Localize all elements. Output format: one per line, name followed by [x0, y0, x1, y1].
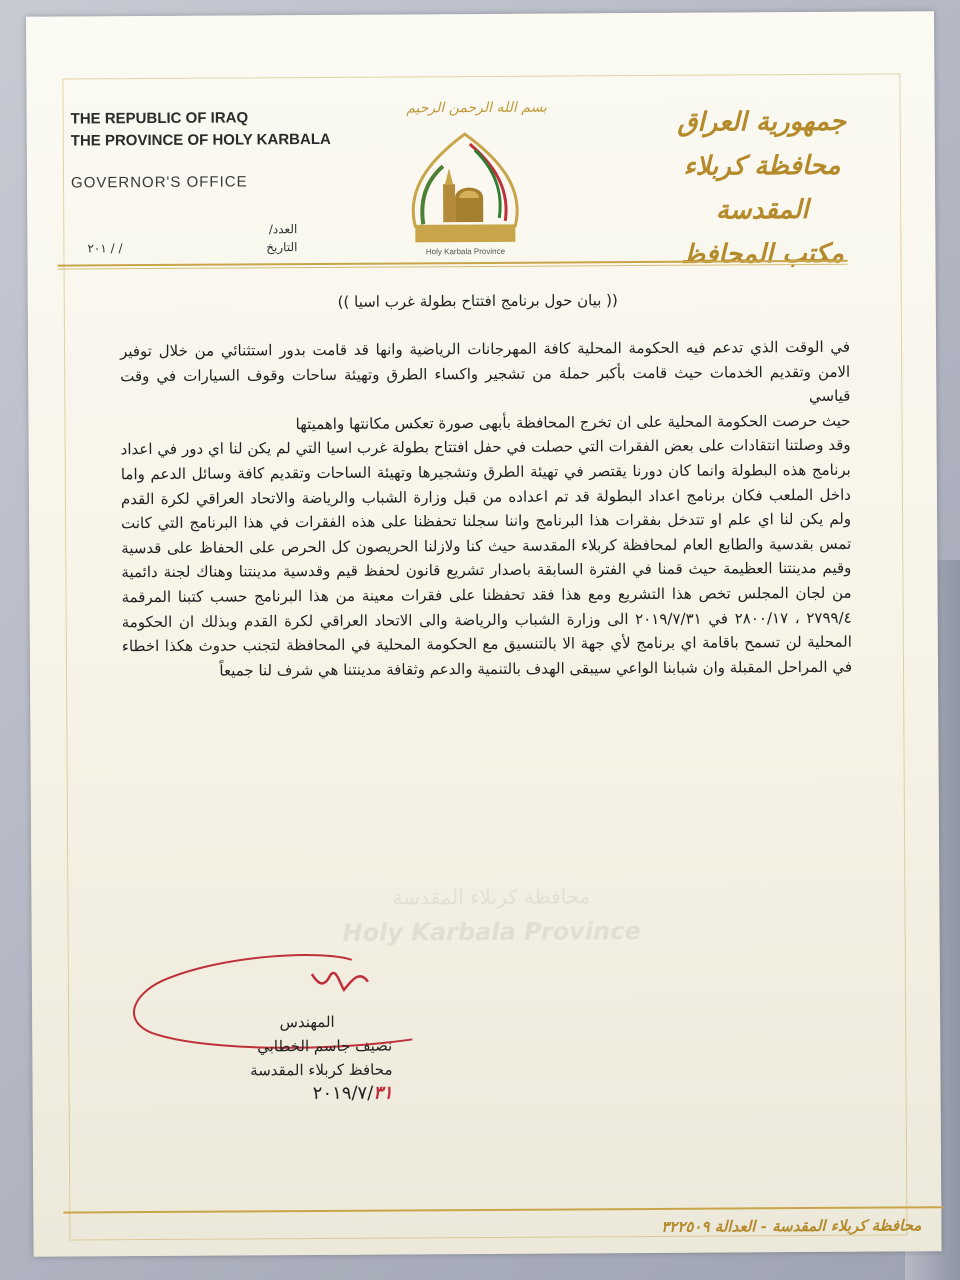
letter-page: [26, 11, 942, 1257]
basmala: بسم الله الرحمن الرحيم: [406, 99, 547, 117]
number-label: العدد/: [268, 222, 298, 237]
province-line: THE PROVINCE OF HOLY KARBALA: [70, 130, 331, 150]
paragraph-3: وقد وصلتنا انتقادات على بعض الفقرات التي حصلت في حفل افتتاح بطولة غرب اسيا التي لم يكن لنا اي دور في اعداد برنامج هذه البطولة وانما كان دورنا يقتصر في تهيئة الطرق وتشجيرها وتهيئة الساحات وتقديم كافة وسائل الدعم واما داخل الملعب فكان برنامج اعداد البطولة قد تم اعداده من قبل وزارة الشباب والرياضة والاتحاد العراقي لكرة القدم ولم يكن لنا اي علم او تتدخل بفقرات هذا البرنامج واننا سجلنا تحفظنا على هذه الفقرات في هذا البرنامج التي كانت تمس بقدسية والطابع العام لمحافظة كربلاء المقدسة حيث كنا ولازلنا الحريصون كل الحرص على الحفاظ على قدسية وقيم مدينتنا العظيمة حيث قمنا في الفترة السابقة باصدار تشريع قانون لحفظ قيم وقدسية مدينتنا وهناك لجنة دائمية من لجان المجلس تخص هذا التشريع ومع هذا فقد تحفظنا على فقرات معينة من هذا البرنامج حسب كتبنا المرقمة ٢٧٩٩/٤ ، ٢٨٠٠/١٧ في ٢٠١٩/٧/٣١ الى وزارة الشباب والرياضة والى الاتحاد العراقي لكرة القدم وبذلك ان الحكومة المحلية لن تسمح باقامة اي برنامج لأي جهة الا بالتنسيق مع الحكومة المحلية في المحافظة لتجنب حدوث هكذا اخطاء في المراحل المقبلة وان شبابنا الواعي سيبقى الهدف بالتنمية والدعم وثقافة مدينتنا هي شرف لنا جميعاً: [120, 436, 853, 680]
watermark-arabic: محافظة كربلاء المقدسة: [392, 884, 591, 910]
date-label: التاريخ: [266, 240, 298, 255]
footer-text: محافظة كربلاء المقدسة - العدالة ٣٢٢٥٠٩: [661, 1216, 922, 1236]
karbala-province-logo: [385, 126, 546, 267]
letter-body: [120, 335, 852, 684]
logo-caption: Holy Karbala Province: [425, 246, 506, 257]
signature-date-prefix: ٢٠١٩/٧/: [312, 1082, 374, 1105]
arabic-province-line: محافظة كربلاء المقدسة: [683, 150, 841, 226]
signatory-position: محافظ كربلاء المقدسة: [250, 1060, 393, 1080]
letter-title: (( بيان حول برنامج افتتاح بطولة غرب اسيا )): [337, 291, 618, 311]
signature-date-day: ٣١: [373, 1082, 393, 1104]
arabic-republic-line: جمهورية العراق: [677, 106, 847, 138]
number-date-block: [87, 220, 297, 257]
watermark-english: Holy Karbala Province: [342, 917, 641, 947]
paragraph-2: حيث حرصت الحكومة المحلية على ان تخرج المحافظة بأبهى صورة تعكس مكانتها واهميتها: [295, 411, 851, 433]
signatory-name: نصيف جاسم الخطابي: [257, 1036, 393, 1056]
signatory-block: [182, 1010, 393, 1107]
arabic-letterhead: [647, 100, 878, 277]
signature-date: [183, 1082, 393, 1107]
paragraph-1: في الوقت الذي تدعم فيه الحكومة المحلية كافة المهرجانات الرياضية وانها قد قامت بدور استثنائي من خلال توفير الامن وتقديم الخدمات حيث قامت بأكبر حملة من تشجير واكساء الطرق وتهيئة ساحات وقوف السيارات في وقت قياسي: [119, 337, 851, 406]
arabic-office-line: مكتب المحافظ: [681, 238, 844, 270]
signatory-title: المهندس: [279, 1012, 335, 1032]
republic-line: THE REPUBLIC OF IRAQ: [70, 109, 249, 128]
footer-divider: [63, 1206, 943, 1213]
english-letterhead: [71, 107, 372, 195]
office-line: GOVERNOR'S OFFICE: [70, 173, 248, 192]
date-value: ٢٠١ / /: [87, 241, 123, 256]
